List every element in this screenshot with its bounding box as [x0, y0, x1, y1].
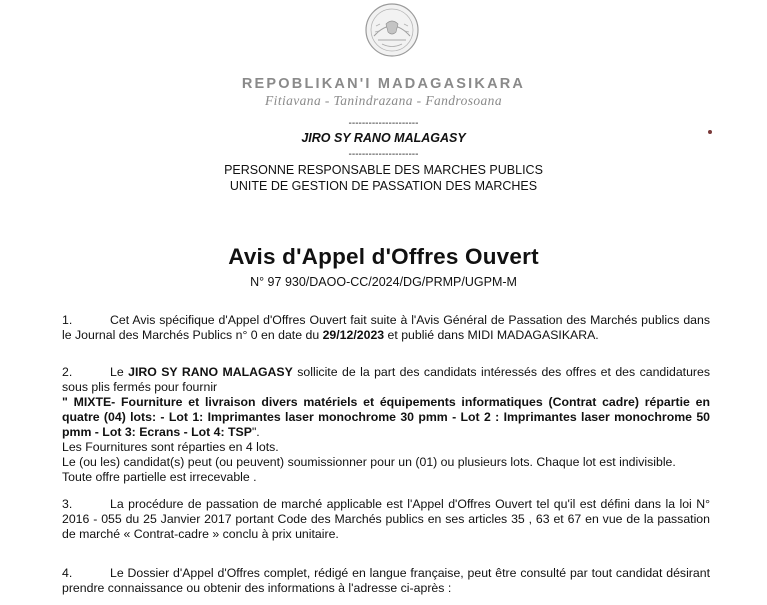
organization-name: JIRO SY RANO MALAGASY: [301, 131, 466, 145]
paragraph-text-end: et publié dans MIDI MADAGASIKARA.: [384, 328, 599, 342]
paragraph-1: [62, 313, 710, 343]
republic-name: REPOBLIKAN'I MADAGASIKARA: [241, 76, 526, 92]
paragraph-number: 4.: [62, 566, 73, 580]
paragraph-number: 2.: [62, 365, 73, 379]
office-prmp: PERSONNE RESPONSABLE DES MARCHES PUBLICS: [224, 163, 543, 177]
office-ugpm: UNITE DE GESTION DE PASSATION DES MARCHES: [229, 179, 538, 193]
paragraph-text: Cet Avis spécifique d'Appel d'Offres Ouvert fait suite à l'Avis Général de Passation des Marchés publics dans le Journal des Marchés Publics n° 0 en date du: [62, 313, 710, 342]
paragraph-2-intro: [62, 365, 710, 395]
organization-ref: JIRO SY RANO MALAGASY: [128, 365, 293, 379]
madagascar-seal-icon: [364, 2, 420, 58]
paragraph-text: Le Dossier d'Appel d'Offres complet, rédigé en langue française, peut être consulté par tout candidat désirant prendre connaissance ou obtenir des informations à l'adresse ci-après :: [62, 566, 710, 595]
paragraph-number: 1.: [62, 313, 73, 327]
paragraph-number: 3.: [62, 497, 73, 511]
scan-speck: [708, 130, 712, 134]
partial-offer-statement: Toute offre partielle est irrecevable .: [62, 470, 257, 484]
paragraph-4: [62, 566, 710, 596]
paragraph-text: La procédure de passation de marché applicable est l'Appel d'Offres Ouvert tel qu'il est défini dans la loi N° 2016 - 055 du 25 Janvier 2017 portant Code des Marchés publics en ses articles 35 , 63 et 67 en vue de la passation de marché « Contrat-cadre » conclu à prix unitaire.: [62, 497, 710, 541]
separator-top: ---------------------: [348, 118, 419, 129]
announcement-date: 29/12/2023: [322, 328, 385, 342]
national-motto: Fitiavana - Tanindrazana - Fandrosoana: [265, 93, 502, 108]
paragraph-lead: Le: [110, 365, 129, 379]
notice-reference: N° 97 930/DAOO-CC/2024/DG/PRMP/UGPM-M: [250, 275, 517, 289]
candidates-statement: Le (ou les) candidat(s) peut (ou peuvent) soumissionner pour un (01) ou plusieurs lots. Chaque lot est indivisible.: [62, 455, 676, 469]
paragraph-text: sollicite de la part des candidats intéressés des offres et des candidatures sous plis fermés pour fournir: [62, 365, 710, 394]
procurement-object-text: " MIXTE- Fourniture et livraison divers matériels et équipements informatiques (Contrat cadre) répartie en quatre (04) lots: - Lot 1: Imprimantes laser monochrome 30 pmm - Lot 2 : Imprimantes laser monochrome 50 pmm - Lot 3: Ecrans - Lot 4: TSP: [62, 395, 710, 439]
lots-statement: Les Fournitures sont réparties en 4 lots.: [62, 440, 279, 454]
procurement-object-end: ".: [251, 425, 260, 439]
notice-title: Avis d'Appel d'Offres Ouvert: [228, 244, 539, 269]
procurement-object: [62, 395, 710, 440]
separator-bottom: ---------------------: [348, 149, 419, 160]
paragraph-3: [62, 497, 710, 542]
